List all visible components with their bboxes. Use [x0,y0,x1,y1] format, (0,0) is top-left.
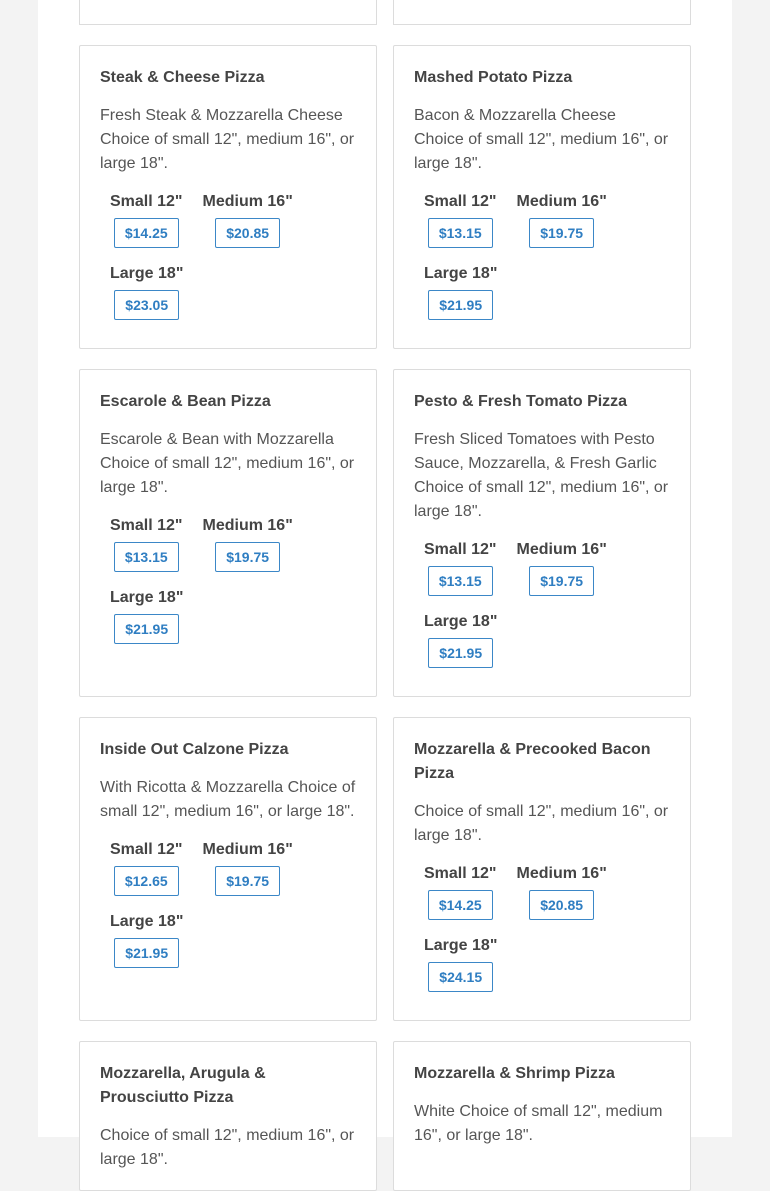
menu-card [393,717,691,1021]
price-button-medium[interactable]: $20.85 [215,218,280,248]
item-title: Inside Out Calzone Pizza [100,741,289,758]
item-title: Escarole & Bean Pizza [100,393,271,410]
menu-card [79,1041,377,1191]
menu-card-partial [79,0,377,25]
size-label-medium: Medium 16" [516,865,607,882]
menu-card-partial [393,0,691,25]
size-label-small: Small 12" [424,541,497,558]
price-options [100,190,356,334]
size-label-large: Large 18" [424,613,498,630]
size-label-small: Small 12" [110,517,183,534]
size-label-large: Large 18" [424,265,498,282]
item-description: Choice of small 12", medium 16", or large 18". [414,803,669,844]
price-button-small[interactable]: $13.15 [114,542,179,572]
menu-card [393,369,691,697]
size-label-medium: Medium 16" [202,517,293,534]
price-button-large[interactable]: $21.95 [114,938,179,968]
price-button-large[interactable]: $21.95 [428,290,493,320]
price-button-large[interactable]: $21.95 [114,614,179,644]
price-button-medium[interactable]: $20.85 [529,890,594,920]
price-button-medium[interactable]: $19.75 [215,866,280,896]
price-button-small[interactable]: $13.15 [428,218,493,248]
price-button-large[interactable]: $23.05 [114,290,179,320]
price-options [100,838,356,982]
item-title: Steak & Cheese Pizza [100,69,265,86]
price-button-small[interactable]: $14.25 [428,890,493,920]
size-label-small: Small 12" [110,193,183,210]
size-label-medium: Medium 16" [516,193,607,210]
item-description: Fresh Steak & Mozzarella Cheese Choice of small 12", medium 16", or large 18". [100,107,355,172]
price-button-small[interactable]: $12.65 [114,866,179,896]
item-title: Mozzarella & Shrimp Pizza [414,1065,615,1082]
menu-card [79,45,377,349]
menu-card [393,1041,691,1191]
size-label-small: Small 12" [424,865,497,882]
menu-card [393,45,691,349]
price-options [414,538,670,682]
price-button-small[interactable]: $13.15 [428,566,493,596]
item-description: With Ricotta & Mozzarella Choice of small 12", medium 16", or large 18". [100,779,356,820]
price-button-large[interactable]: $21.95 [428,638,493,668]
price-options [414,862,670,1006]
price-button-medium[interactable]: $19.75 [529,566,594,596]
price-button-medium[interactable]: $19.75 [529,218,594,248]
price-button-medium[interactable]: $19.75 [215,542,280,572]
size-label-small: Small 12" [110,841,183,858]
menu-card [79,369,377,697]
price-options [100,514,356,658]
item-title: Mozzarella & Precooked Bacon Pizza [414,741,651,782]
size-label-large: Large 18" [110,913,184,930]
item-description: Escarole & Bean with Mozzarella Choice of small 12", medium 16", or large 18". [100,431,355,496]
size-label-medium: Medium 16" [516,541,607,558]
size-label-small: Small 12" [424,193,497,210]
item-description: Bacon & Mozzarella Cheese Choice of small 12", medium 16", or large 18". [414,107,669,172]
size-label-large: Large 18" [110,589,184,606]
price-button-large[interactable]: $24.15 [428,962,493,992]
price-button-small[interactable]: $14.25 [114,218,179,248]
price-options [414,190,670,334]
size-label-medium: Medium 16" [202,193,293,210]
menu-card [79,717,377,1021]
item-description: Fresh Sliced Tomatoes with Pesto Sauce, Mozzarella, & Fresh Garlic Choice of small 12", medium 16", or large 18". [414,431,669,520]
item-title: Mashed Potato Pizza [414,69,573,86]
item-title: Mozzarella, Arugula & Prousciutto Pizza [100,1065,266,1106]
size-label-large: Large 18" [424,937,498,954]
size-label-large: Large 18" [110,265,184,282]
item-title: Pesto & Fresh Tomato Pizza [414,393,628,410]
item-description: White Choice of small 12", medium 16", or large 18". [414,1103,663,1144]
item-description: Choice of small 12", medium 16", or large 18". [100,1127,355,1168]
size-label-medium: Medium 16" [202,841,293,858]
